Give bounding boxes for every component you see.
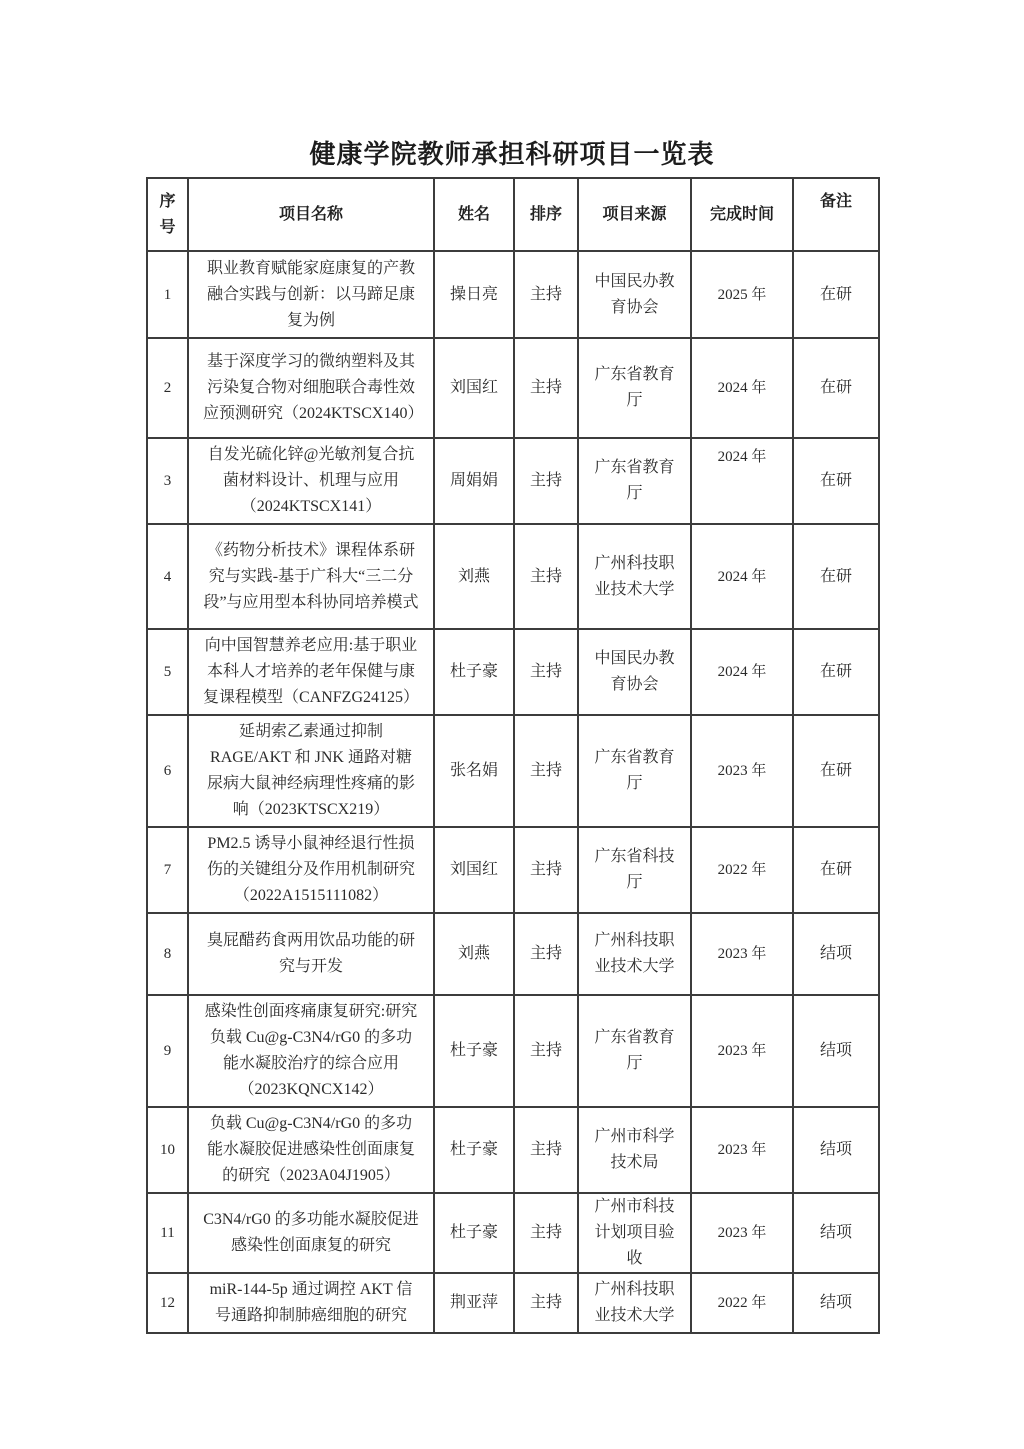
cell-person-name: 操日亮 — [434, 251, 514, 338]
cell-no: 5 — [147, 629, 188, 715]
cell-project-name: C3N4/rG0 的多功能水凝胶促进感染性创面康复的研究 — [188, 1193, 434, 1273]
cell-person-name: 张名娟 — [434, 715, 514, 827]
column-header-no: 序号 — [147, 178, 188, 251]
cell-no: 3 — [147, 438, 188, 524]
cell-project-name: 延胡索乙素通过抑制RAGE/AKT 和 JNK 通路对糖尿病大鼠神经病理性疼痛的影响（2023KTSCX219） — [188, 715, 434, 827]
cell-role: 主持 — [514, 1273, 578, 1333]
cell-no: 8 — [147, 913, 188, 995]
cell-source: 广东省教育厅 — [578, 715, 691, 827]
cell-source: 广东省教育厅 — [578, 438, 691, 524]
column-header-person-name: 姓名 — [434, 178, 514, 251]
cell-project-name: 臭屁醋药食两用饮品功能的研究与开发 — [188, 913, 434, 995]
cell-project-name: miR-144-5p 通过调控 AKT 信号通路抑制肺癌细胞的研究 — [188, 1273, 434, 1333]
cell-completion-time: 2023 年 — [691, 715, 793, 827]
cell-role: 主持 — [514, 338, 578, 438]
cell-project-name: 职业教育赋能家庭康复的产教融合实践与创新：以马蹄足康复为例 — [188, 251, 434, 338]
cell-project-name: 向中国智慧养老应用:基于职业本科人才培养的老年保健与康复课程模型（CANFZG24125） — [188, 629, 434, 715]
table-row — [147, 524, 879, 629]
cell-person-name: 杜子豪 — [434, 1107, 514, 1193]
cell-role: 主持 — [514, 715, 578, 827]
cell-no: 11 — [147, 1193, 188, 1273]
cell-status: 结项 — [793, 913, 879, 995]
cell-source: 中国民办教育协会 — [578, 629, 691, 715]
cell-completion-time: 2024 年 — [691, 524, 793, 629]
cell-source: 广东省科技厅 — [578, 827, 691, 913]
cell-no: 10 — [147, 1107, 188, 1193]
cell-source: 广州科技职业技术大学 — [578, 524, 691, 629]
cell-status: 在研 — [793, 338, 879, 438]
cell-completion-time: 2023 年 — [691, 913, 793, 995]
cell-completion-time: 2022 年 — [691, 827, 793, 913]
cell-completion-time: 2024 年 — [691, 438, 793, 524]
cell-role: 主持 — [514, 827, 578, 913]
cell-person-name: 杜子豪 — [434, 1193, 514, 1273]
cell-person-name: 荆亚萍 — [434, 1273, 514, 1333]
cell-project-name: 负载 Cu@g-C3N4/rG0 的多功能水凝胶促进感染性创面康复的研究（2023A04J1905） — [188, 1107, 434, 1193]
cell-source: 广东省教育厅 — [578, 338, 691, 438]
cell-no: 7 — [147, 827, 188, 913]
cell-completion-time: 2023 年 — [691, 1193, 793, 1273]
cell-status: 在研 — [793, 251, 879, 338]
table-row — [147, 629, 879, 715]
cell-completion-time: 2022 年 — [691, 1273, 793, 1333]
cell-project-name: 自发光硫化锌@光敏剂复合抗菌材料设计、机理与应用（2024KTSCX141） — [188, 438, 434, 524]
cell-completion-time: 2024 年 — [691, 629, 793, 715]
header-row — [147, 178, 879, 251]
cell-project-name: PM2.5 诱导小鼠神经退行性损伤的关键组分及作用机制研究（2022A1515111082） — [188, 827, 434, 913]
cell-no: 1 — [147, 251, 188, 338]
table-row — [147, 1107, 879, 1193]
cell-project-name: 《药物分析技术》课程体系研究与实践-基于广科大“三二分段”与应用型本科协同培养模式 — [188, 524, 434, 629]
column-header-project-name: 项目名称 — [188, 178, 434, 251]
cell-project-name: 基于深度学习的微纳塑料及其污染复合物对细胞联合毒性效应预测研究（2024KTSCX140） — [188, 338, 434, 438]
cell-no: 9 — [147, 995, 188, 1107]
cell-role: 主持 — [514, 1193, 578, 1273]
table-row — [147, 827, 879, 913]
cell-project-name: 感染性创面疼痛康复研究:研究负载 Cu@g-C3N4/rG0 的多功能水凝胶治疗的综合应用（2023KQNCX142） — [188, 995, 434, 1107]
table-row — [147, 1193, 879, 1273]
cell-person-name: 杜子豪 — [434, 995, 514, 1107]
column-header-source: 项目来源 — [578, 178, 691, 251]
cell-role: 主持 — [514, 524, 578, 629]
cell-source: 广东省教育厅 — [578, 995, 691, 1107]
cell-person-name: 刘国红 — [434, 827, 514, 913]
cell-status: 在研 — [793, 629, 879, 715]
projects-table — [146, 177, 880, 1334]
cell-status: 在研 — [793, 715, 879, 827]
cell-completion-time: 2023 年 — [691, 1107, 793, 1193]
cell-role: 主持 — [514, 913, 578, 995]
table-header — [147, 178, 879, 251]
cell-status: 结项 — [793, 995, 879, 1107]
column-header-remark: 备注 — [793, 178, 879, 251]
table-row — [147, 438, 879, 524]
table-row — [147, 1273, 879, 1333]
table-row — [147, 913, 879, 995]
cell-status: 在研 — [793, 438, 879, 524]
cell-status: 结项 — [793, 1107, 879, 1193]
table-body — [147, 251, 879, 1333]
cell-source: 广州市科技计划项目验收 — [578, 1193, 691, 1273]
cell-source: 广州科技职业技术大学 — [578, 1273, 691, 1333]
table-row — [147, 995, 879, 1107]
cell-person-name: 刘国红 — [434, 338, 514, 438]
cell-role: 主持 — [514, 995, 578, 1107]
cell-no: 4 — [147, 524, 188, 629]
cell-role: 主持 — [514, 438, 578, 524]
cell-completion-time: 2025 年 — [691, 251, 793, 338]
cell-no: 12 — [147, 1273, 188, 1333]
cell-source: 广州市科学技术局 — [578, 1107, 691, 1193]
cell-status: 结项 — [793, 1193, 879, 1273]
cell-role: 主持 — [514, 629, 578, 715]
cell-completion-time: 2024 年 — [691, 338, 793, 438]
page-title: 健康学院教师承担科研项目一览表 — [309, 140, 715, 169]
cell-status: 在研 — [793, 827, 879, 913]
cell-role: 主持 — [514, 251, 578, 338]
table-row — [147, 715, 879, 827]
cell-person-name: 周娟娟 — [434, 438, 514, 524]
table-row — [147, 251, 879, 338]
cell-status: 在研 — [793, 524, 879, 629]
column-header-completion-time: 完成时间 — [691, 178, 793, 251]
cell-source: 广州科技职业技术大学 — [578, 913, 691, 995]
cell-person-name: 杜子豪 — [434, 629, 514, 715]
cell-status: 结项 — [793, 1273, 879, 1333]
cell-source: 中国民办教育协会 — [578, 251, 691, 338]
table-row — [147, 338, 879, 438]
column-header-order: 排序 — [514, 178, 578, 251]
cell-no: 2 — [147, 338, 188, 438]
cell-role: 主持 — [514, 1107, 578, 1193]
cell-no: 6 — [147, 715, 188, 827]
cell-person-name: 刘燕 — [434, 913, 514, 995]
cell-person-name: 刘燕 — [434, 524, 514, 629]
cell-completion-time: 2023 年 — [691, 995, 793, 1107]
